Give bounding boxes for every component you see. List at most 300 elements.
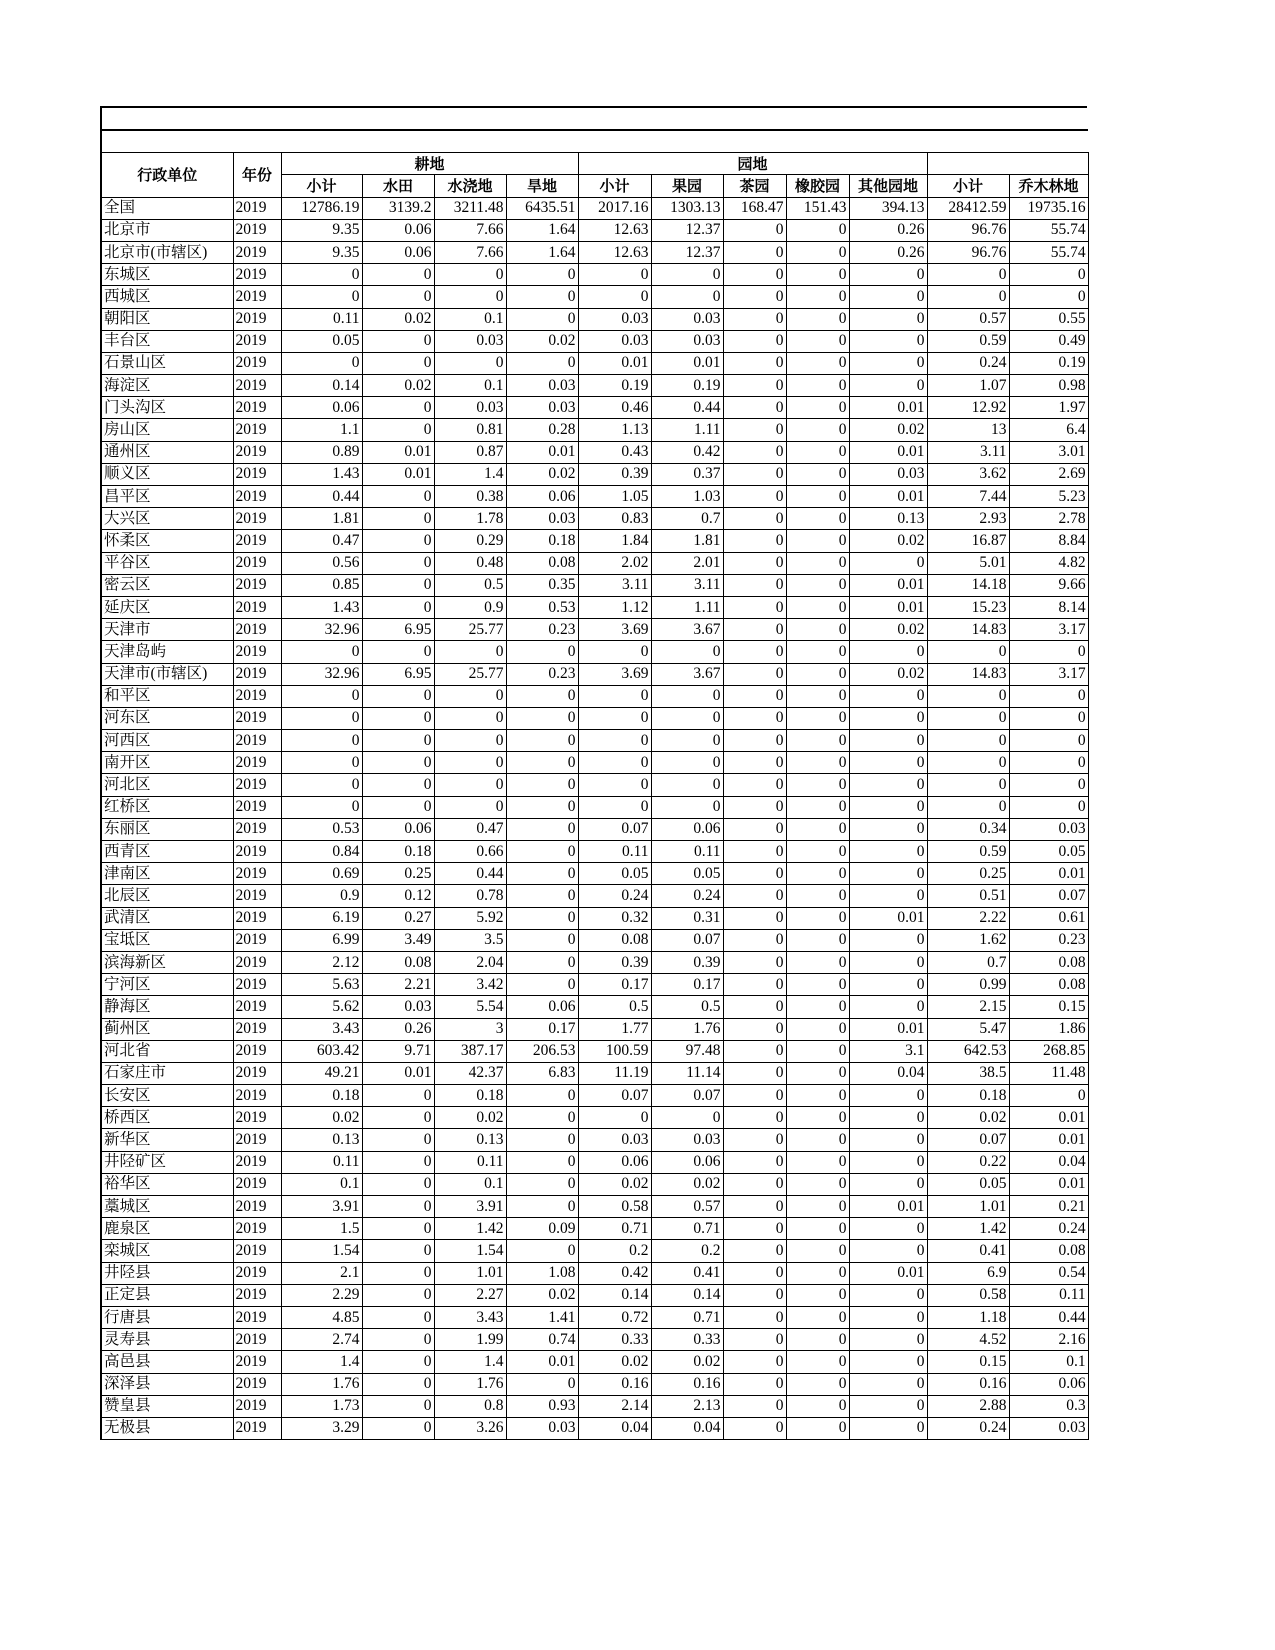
cell-value[interactable]: 0 (723, 397, 786, 419)
cell-value[interactable]: 151.43 (786, 197, 849, 219)
cell-value[interactable]: 0.02 (849, 663, 927, 685)
cell-value[interactable]: 25.77 (434, 663, 506, 685)
cell-value[interactable]: 9.35 (281, 241, 362, 263)
cell-unit[interactable]: 河北省 (101, 1040, 233, 1062)
cell-value[interactable]: 1.13 (578, 419, 651, 441)
cell-value[interactable]: 0 (723, 219, 786, 241)
cell-value[interactable]: 0 (506, 907, 578, 929)
cell-value[interactable]: 0.51 (927, 885, 1009, 907)
cell-value[interactable]: 0 (849, 752, 927, 774)
cell-value[interactable]: 55.74 (1009, 219, 1088, 241)
cell-value[interactable]: 0.03 (578, 330, 651, 352)
cell-value[interactable]: 100.59 (578, 1040, 651, 1062)
cell-value[interactable]: 0.49 (1009, 330, 1088, 352)
cell-value[interactable]: 0 (1009, 1085, 1088, 1107)
cell-value[interactable]: 0.02 (362, 375, 434, 397)
cell-value[interactable]: 2.02 (578, 552, 651, 574)
cell-value[interactable]: 0 (723, 1151, 786, 1173)
cell-value[interactable]: 0 (786, 1085, 849, 1107)
cell-value[interactable]: 0.81 (434, 419, 506, 441)
cell-value[interactable]: 0.03 (434, 330, 506, 352)
cell-value[interactable]: 0.18 (362, 841, 434, 863)
cell-value[interactable]: 11.48 (1009, 1062, 1088, 1084)
cell-value[interactable]: 12.37 (651, 219, 723, 241)
cell-unit[interactable]: 栾城区 (101, 1240, 233, 1262)
cell-value[interactable]: 0 (281, 774, 362, 796)
cell-value[interactable]: 0.11 (434, 1151, 506, 1173)
cell-value[interactable]: 0.02 (434, 1107, 506, 1129)
cell-value[interactable]: 0.06 (1009, 1373, 1088, 1395)
cell-value[interactable]: 0.02 (281, 1107, 362, 1129)
cell-value[interactable]: 6.9 (927, 1262, 1009, 1284)
cell-value[interactable]: 0.18 (927, 1085, 1009, 1107)
cell-value[interactable]: 0 (434, 264, 506, 286)
cell-value[interactable]: 0 (723, 419, 786, 441)
cell-value[interactable]: 1.78 (434, 508, 506, 530)
cell-year[interactable]: 2019 (233, 286, 281, 308)
cell-value[interactable]: 0 (578, 286, 651, 308)
cell-value[interactable]: 0 (786, 308, 849, 330)
cell-year[interactable]: 2019 (233, 752, 281, 774)
cell-value[interactable]: 1.54 (281, 1240, 362, 1262)
cell-value[interactable]: 5.62 (281, 996, 362, 1018)
cell-value[interactable]: 0 (786, 1151, 849, 1173)
cell-value[interactable]: 0.71 (651, 1306, 723, 1328)
cell-value[interactable]: 3.17 (1009, 619, 1088, 641)
cell-unit[interactable]: 井陉矿区 (101, 1151, 233, 1173)
cell-value[interactable]: 0 (723, 796, 786, 818)
cell-value[interactable]: 0 (849, 730, 927, 752)
cell-value[interactable]: 0 (786, 552, 849, 574)
cell-value[interactable]: 0.06 (362, 219, 434, 241)
cell-value[interactable]: 0 (849, 885, 927, 907)
cell-value[interactable]: 0 (281, 286, 362, 308)
cell-value[interactable]: 0 (506, 929, 578, 951)
cell-value[interactable]: 0.39 (651, 951, 723, 973)
cell-value[interactable]: 0.27 (362, 907, 434, 929)
cell-value[interactable]: 0 (651, 752, 723, 774)
cell-value[interactable]: 0 (723, 885, 786, 907)
cell-value[interactable]: 2.74 (281, 1329, 362, 1351)
cell-value[interactable]: 0 (723, 264, 786, 286)
cell-value[interactable]: 0.19 (578, 375, 651, 397)
cell-value[interactable]: 0 (849, 1373, 927, 1395)
cell-value[interactable]: 0.15 (927, 1351, 1009, 1373)
cell-value[interactable]: 0 (786, 996, 849, 1018)
cell-value[interactable]: 1.5 (281, 1218, 362, 1240)
cell-value[interactable]: 0 (849, 996, 927, 1018)
cell-value[interactable]: 0 (849, 796, 927, 818)
cell-year[interactable]: 2019 (233, 375, 281, 397)
cell-value[interactable]: 0 (786, 419, 849, 441)
cell-value[interactable]: 2.93 (927, 508, 1009, 530)
cell-value[interactable]: 2.13 (651, 1395, 723, 1417)
cell-value[interactable]: 0 (786, 641, 849, 663)
cell-value[interactable]: 9.71 (362, 1040, 434, 1062)
cell-value[interactable]: 0 (362, 1173, 434, 1195)
cell-value[interactable]: 0.54 (1009, 1262, 1088, 1284)
cell-unit[interactable]: 南开区 (101, 752, 233, 774)
cell-value[interactable]: 3.42 (434, 974, 506, 996)
cell-value[interactable]: 0 (362, 1218, 434, 1240)
cell-year[interactable]: 2019 (233, 596, 281, 618)
cell-value[interactable]: 3.62 (927, 463, 1009, 485)
cell-unit[interactable]: 裕华区 (101, 1173, 233, 1195)
cell-unit[interactable]: 房山区 (101, 419, 233, 441)
cell-value[interactable]: 3.43 (281, 1018, 362, 1040)
cell-value[interactable]: 0.71 (578, 1218, 651, 1240)
cell-value[interactable]: 0.42 (651, 441, 723, 463)
cell-value[interactable]: 0.03 (651, 308, 723, 330)
cell-unit[interactable]: 井陉县 (101, 1262, 233, 1284)
cell-value[interactable]: 0 (786, 241, 849, 263)
cell-value[interactable]: 0 (651, 685, 723, 707)
cell-value[interactable]: 0 (651, 641, 723, 663)
cell-value[interactable]: 0 (578, 707, 651, 729)
cell-value[interactable]: 0 (849, 308, 927, 330)
cell-unit[interactable]: 丰台区 (101, 330, 233, 352)
cell-value[interactable]: 0 (723, 1351, 786, 1373)
cell-value[interactable]: 0 (849, 1417, 927, 1439)
cell-value[interactable]: 0 (849, 1129, 927, 1151)
cell-year[interactable]: 2019 (233, 974, 281, 996)
cell-value[interactable]: 0.26 (362, 1018, 434, 1040)
cell-value[interactable]: 0 (786, 774, 849, 796)
cell-value[interactable]: 11.14 (651, 1062, 723, 1084)
cell-value[interactable]: 0 (362, 530, 434, 552)
cell-value[interactable]: 0 (1009, 796, 1088, 818)
cell-value[interactable]: 0 (723, 1373, 786, 1395)
cell-value[interactable]: 0.74 (506, 1329, 578, 1351)
cell-year[interactable]: 2019 (233, 530, 281, 552)
cell-value[interactable]: 0 (506, 863, 578, 885)
cell-value[interactable]: 0 (786, 685, 849, 707)
cell-value[interactable]: 1.99 (434, 1329, 506, 1351)
cell-value[interactable]: 0 (849, 1351, 927, 1373)
cell-value[interactable]: 0 (651, 774, 723, 796)
cell-value[interactable]: 0.01 (849, 397, 927, 419)
cell-value[interactable]: 32.96 (281, 663, 362, 685)
cell-value[interactable]: 0 (506, 752, 578, 774)
cell-value[interactable]: 0 (786, 929, 849, 951)
cell-value[interactable]: 0 (723, 663, 786, 685)
cell-value[interactable]: 8.84 (1009, 530, 1088, 552)
cell-value[interactable]: 0 (723, 907, 786, 929)
cell-value[interactable]: 0 (281, 796, 362, 818)
cell-value[interactable]: 0 (578, 774, 651, 796)
cell-value[interactable]: 0 (362, 1395, 434, 1417)
cell-value[interactable]: 1.42 (927, 1218, 1009, 1240)
cell-value[interactable]: 0 (281, 352, 362, 374)
cell-value[interactable]: 0 (1009, 774, 1088, 796)
cell-year[interactable]: 2019 (233, 1196, 281, 1218)
cell-value[interactable]: 0.61 (1009, 907, 1088, 929)
cell-value[interactable]: 1.01 (927, 1196, 1009, 1218)
cell-value[interactable]: 0 (849, 375, 927, 397)
cell-value[interactable]: 0.16 (651, 1373, 723, 1395)
cell-unit[interactable]: 天津市(市辖区) (101, 663, 233, 685)
cell-value[interactable]: 0 (786, 885, 849, 907)
cell-value[interactable]: 0 (362, 1417, 434, 1439)
cell-value[interactable]: 0 (362, 1306, 434, 1328)
cell-value[interactable]: 0.22 (927, 1151, 1009, 1173)
cell-value[interactable]: 5.01 (927, 552, 1009, 574)
cell-value[interactable]: 0 (506, 1373, 578, 1395)
cell-value[interactable]: 0 (849, 1085, 927, 1107)
cell-value[interactable]: 0.44 (281, 486, 362, 508)
cell-value[interactable]: 1.54 (434, 1240, 506, 1262)
cell-value[interactable]: 0 (723, 375, 786, 397)
cell-value[interactable]: 0 (786, 1173, 849, 1195)
cell-value[interactable]: 0.05 (281, 330, 362, 352)
cell-value[interactable]: 1.11 (651, 596, 723, 618)
cell-value[interactable]: 96.76 (927, 241, 1009, 263)
cell-value[interactable]: 16.87 (927, 530, 1009, 552)
cell-year[interactable]: 2019 (233, 685, 281, 707)
cell-value[interactable]: 0.06 (506, 996, 578, 1018)
cell-value[interactable]: 28412.59 (927, 197, 1009, 219)
cell-value[interactable]: 0.11 (578, 841, 651, 863)
cell-year[interactable]: 2019 (233, 1373, 281, 1395)
cell-value[interactable]: 0 (434, 685, 506, 707)
cell-value[interactable]: 0 (506, 286, 578, 308)
cell-value[interactable]: 1.77 (578, 1018, 651, 1040)
cell-value[interactable]: 0 (362, 1240, 434, 1262)
cell-value[interactable]: 1.12 (578, 596, 651, 618)
cell-year[interactable]: 2019 (233, 241, 281, 263)
cell-value[interactable]: 0 (281, 707, 362, 729)
cell-value[interactable]: 0 (434, 707, 506, 729)
cell-value[interactable]: 0 (786, 863, 849, 885)
cell-year[interactable]: 2019 (233, 486, 281, 508)
cell-year[interactable]: 2019 (233, 863, 281, 885)
cell-value[interactable]: 13 (927, 419, 1009, 441)
cell-value[interactable]: 0 (723, 1040, 786, 1062)
cell-value[interactable]: 0 (786, 1417, 849, 1439)
cell-value[interactable]: 1303.13 (651, 197, 723, 219)
cell-unit[interactable]: 石景山区 (101, 352, 233, 374)
cell-value[interactable]: 0.2 (651, 1240, 723, 1262)
cell-value[interactable]: 0 (849, 1329, 927, 1351)
cell-value[interactable]: 0 (927, 796, 1009, 818)
cell-value[interactable]: 0 (849, 1218, 927, 1240)
cell-value[interactable]: 394.13 (849, 197, 927, 219)
cell-value[interactable]: 0.06 (578, 1151, 651, 1173)
cell-value[interactable]: 0 (849, 330, 927, 352)
cell-value[interactable]: 0.93 (506, 1395, 578, 1417)
cell-value[interactable]: 0 (723, 730, 786, 752)
cell-value[interactable]: 0.72 (578, 1306, 651, 1328)
cell-value[interactable]: 0 (786, 1351, 849, 1373)
cell-value[interactable]: 0.02 (578, 1351, 651, 1373)
cell-unit[interactable]: 东丽区 (101, 818, 233, 840)
cell-value[interactable]: 9.66 (1009, 574, 1088, 596)
cell-value[interactable]: 0.57 (651, 1196, 723, 1218)
cell-value[interactable]: 2.15 (927, 996, 1009, 1018)
cell-value[interactable]: 0.25 (927, 863, 1009, 885)
cell-value[interactable]: 206.53 (506, 1040, 578, 1062)
cell-value[interactable]: 0 (723, 1306, 786, 1328)
cell-value[interactable]: 0 (849, 1395, 927, 1417)
cell-value[interactable]: 0.1 (434, 1173, 506, 1195)
cell-value[interactable]: 0 (786, 486, 849, 508)
cell-value[interactable]: 0 (786, 375, 849, 397)
cell-value[interactable]: 0 (849, 352, 927, 374)
cell-value[interactable]: 0.07 (651, 929, 723, 951)
cell-value[interactable]: 0.44 (1009, 1306, 1088, 1328)
cell-value[interactable]: 0 (434, 796, 506, 818)
cell-value[interactable]: 0.02 (927, 1107, 1009, 1129)
cell-value[interactable]: 0 (362, 264, 434, 286)
cell-value[interactable]: 0 (786, 974, 849, 996)
cell-value[interactable]: 0 (723, 863, 786, 885)
cell-unit[interactable]: 津南区 (101, 863, 233, 885)
cell-value[interactable]: 12786.19 (281, 197, 362, 219)
cell-unit[interactable]: 红桥区 (101, 796, 233, 818)
cell-unit[interactable]: 宝坻区 (101, 929, 233, 951)
cell-value[interactable]: 0 (723, 1218, 786, 1240)
cell-value[interactable]: 5.47 (927, 1018, 1009, 1040)
cell-value[interactable]: 0.01 (849, 1262, 927, 1284)
cell-year[interactable]: 2019 (233, 308, 281, 330)
cell-value[interactable]: 0.98 (1009, 375, 1088, 397)
cell-year[interactable]: 2019 (233, 1351, 281, 1373)
cell-value[interactable]: 6435.51 (506, 197, 578, 219)
cell-value[interactable]: 0.44 (434, 863, 506, 885)
cell-value[interactable]: 0.06 (362, 241, 434, 263)
cell-value[interactable]: 0 (506, 841, 578, 863)
cell-value[interactable]: 0 (849, 774, 927, 796)
cell-value[interactable]: 642.53 (927, 1040, 1009, 1062)
cell-value[interactable]: 0 (506, 1151, 578, 1173)
cell-value[interactable]: 0.14 (578, 1284, 651, 1306)
cell-value[interactable]: 0.03 (1009, 818, 1088, 840)
cell-unit[interactable]: 北京市 (101, 219, 233, 241)
cell-value[interactable]: 0 (786, 1040, 849, 1062)
cell-value[interactable]: 0 (786, 397, 849, 419)
cell-year[interactable]: 2019 (233, 219, 281, 241)
cell-value[interactable]: 0.14 (281, 375, 362, 397)
cell-value[interactable]: 1.1 (281, 419, 362, 441)
cell-value[interactable]: 49.21 (281, 1062, 362, 1084)
cell-value[interactable]: 0.99 (927, 974, 1009, 996)
cell-value[interactable]: 5.54 (434, 996, 506, 1018)
cell-value[interactable]: 9.35 (281, 219, 362, 241)
cell-value[interactable]: 0.23 (506, 619, 578, 641)
cell-value[interactable]: 0 (651, 730, 723, 752)
cell-value[interactable]: 0 (362, 1085, 434, 1107)
cell-value[interactable]: 3.26 (434, 1417, 506, 1439)
cell-value[interactable]: 0 (786, 818, 849, 840)
cell-value[interactable]: 1.76 (434, 1373, 506, 1395)
cell-value[interactable]: 3.67 (651, 619, 723, 641)
cell-value[interactable]: 0.16 (927, 1373, 1009, 1395)
cell-value[interactable]: 0.11 (651, 841, 723, 863)
cell-value[interactable]: 0.01 (849, 486, 927, 508)
cell-value[interactable]: 2.04 (434, 951, 506, 973)
cell-value[interactable]: 0 (723, 352, 786, 374)
cell-value[interactable]: 0 (849, 1173, 927, 1195)
cell-year[interactable]: 2019 (233, 330, 281, 352)
cell-value[interactable]: 0 (723, 508, 786, 530)
cell-value[interactable]: 0 (506, 685, 578, 707)
cell-year[interactable]: 2019 (233, 1395, 281, 1417)
cell-value[interactable]: 0.7 (927, 951, 1009, 973)
cell-value[interactable]: 12.37 (651, 241, 723, 263)
cell-value[interactable]: 0.06 (281, 397, 362, 419)
cell-value[interactable]: 4.82 (1009, 552, 1088, 574)
cell-unit[interactable]: 桥西区 (101, 1107, 233, 1129)
cell-value[interactable]: 0.5 (651, 996, 723, 1018)
cell-value[interactable]: 0 (927, 730, 1009, 752)
cell-unit[interactable]: 无极县 (101, 1417, 233, 1439)
cell-value[interactable]: 0.9 (281, 885, 362, 907)
cell-value[interactable]: 0 (849, 264, 927, 286)
cell-value[interactable]: 0.05 (927, 1173, 1009, 1195)
cell-year[interactable]: 2019 (233, 1173, 281, 1195)
cell-unit[interactable]: 全国 (101, 197, 233, 219)
cell-value[interactable]: 0 (786, 1329, 849, 1351)
cell-value[interactable]: 0.02 (651, 1351, 723, 1373)
cell-value[interactable]: 0.03 (651, 1129, 723, 1151)
cell-unit[interactable]: 西城区 (101, 286, 233, 308)
cell-value[interactable]: 0.03 (506, 375, 578, 397)
cell-year[interactable]: 2019 (233, 574, 281, 596)
cell-value[interactable]: 0.01 (506, 441, 578, 463)
cell-value[interactable]: 0 (362, 397, 434, 419)
cell-unit[interactable]: 昌平区 (101, 486, 233, 508)
cell-value[interactable]: 0 (786, 1284, 849, 1306)
cell-value[interactable]: 0.35 (506, 574, 578, 596)
cell-value[interactable]: 6.19 (281, 907, 362, 929)
cell-value[interactable]: 1.76 (281, 1373, 362, 1395)
cell-value[interactable]: 0.01 (1009, 1107, 1088, 1129)
cell-value[interactable]: 1.86 (1009, 1018, 1088, 1040)
cell-value[interactable]: 0 (786, 1196, 849, 1218)
cell-value[interactable]: 5.92 (434, 907, 506, 929)
cell-year[interactable]: 2019 (233, 951, 281, 973)
cell-value[interactable]: 0.66 (434, 841, 506, 863)
cell-value[interactable]: 0 (723, 619, 786, 641)
cell-value[interactable]: 0 (786, 1107, 849, 1129)
cell-value[interactable]: 0 (1009, 752, 1088, 774)
cell-value[interactable]: 0 (578, 264, 651, 286)
cell-year[interactable]: 2019 (233, 1151, 281, 1173)
cell-year[interactable]: 2019 (233, 463, 281, 485)
cell-value[interactable]: 3.1 (849, 1040, 927, 1062)
cell-value[interactable]: 0 (723, 752, 786, 774)
cell-value[interactable]: 2.69 (1009, 463, 1088, 485)
cell-value[interactable]: 0.08 (1009, 951, 1088, 973)
cell-value[interactable]: 1.11 (651, 419, 723, 441)
cell-year[interactable]: 2019 (233, 1062, 281, 1084)
cell-value[interactable]: 0.78 (434, 885, 506, 907)
cell-value[interactable]: 0.21 (1009, 1196, 1088, 1218)
cell-value[interactable]: 0 (849, 1284, 927, 1306)
cell-value[interactable]: 0 (786, 530, 849, 552)
cell-value[interactable]: 0.17 (506, 1018, 578, 1040)
cell-value[interactable]: 2.14 (578, 1395, 651, 1417)
cell-value[interactable]: 0.19 (1009, 352, 1088, 374)
cell-unit[interactable]: 河北区 (101, 774, 233, 796)
cell-value[interactable]: 0.01 (651, 352, 723, 374)
cell-value[interactable]: 0 (786, 352, 849, 374)
cell-unit[interactable]: 延庆区 (101, 596, 233, 618)
cell-value[interactable]: 0.02 (651, 1173, 723, 1195)
cell-value[interactable]: 0 (506, 730, 578, 752)
cell-value[interactable]: 0 (362, 685, 434, 707)
cell-value[interactable]: 0.18 (281, 1085, 362, 1107)
